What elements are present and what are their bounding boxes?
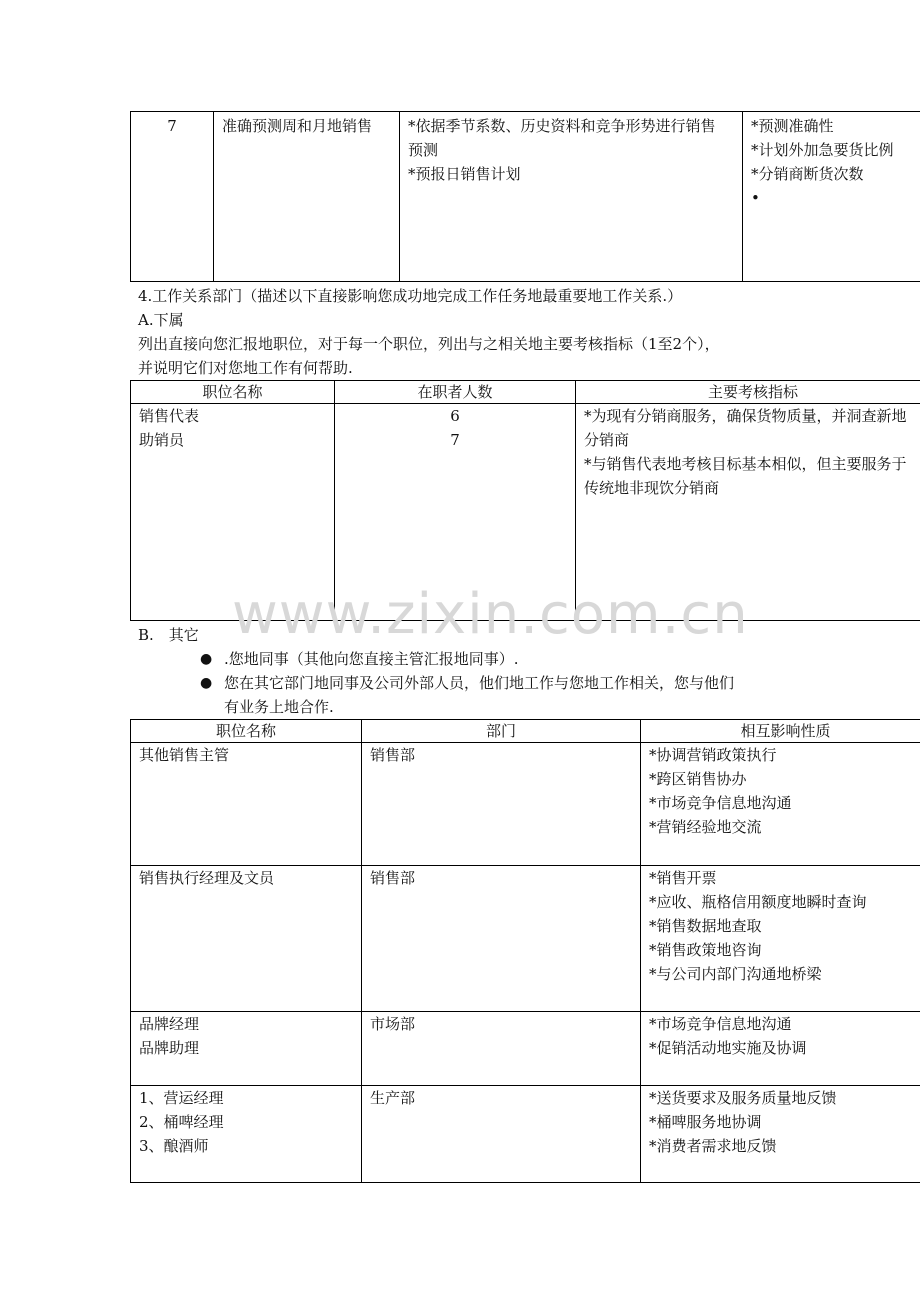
col-header-interaction: 相互影响性质: [641, 720, 920, 743]
relation-position: 其他销售主管: [131, 743, 362, 866]
subordinates-desc-2: 并说明它们对您地工作有何帮助.: [138, 359, 353, 377]
subordinate-counts: 6 7: [335, 404, 576, 621]
bullet-colleagues: .您地同事（其他向您直接主管汇报地同事）.: [224, 650, 519, 668]
relations-table: [130, 719, 920, 1183]
bullet-dot-icon: ●: [200, 651, 213, 667]
subordinates-table: [130, 380, 920, 621]
relation-department: 销售部: [362, 866, 641, 1012]
col-header-indicators: 主要考核指标: [576, 381, 920, 404]
task-number: 7: [131, 112, 214, 282]
col-header-position: 职位名称: [131, 381, 335, 404]
task-actions: *依据季节系数、历史资料和竞争形势进行销售 预测 *预报日销售计划: [400, 112, 743, 282]
col-header-department: 部门: [362, 720, 641, 743]
relation-nature: *销售开票 *应收、瓶格信用额度地瞬时查询 *销售数据地查取 *销售政策地咨询 *与公司内部门沟通地桥梁: [641, 866, 920, 1012]
col-header-count: 在职者人数: [335, 381, 576, 404]
subordinates-heading: A.下属: [138, 311, 184, 329]
relation-nature: *协调营销政策执行 *跨区销售协办 *市场竞争信息地沟通 *营销经验地交流: [641, 743, 920, 866]
others-heading: B. 其它: [138, 626, 199, 644]
subordinate-indicators: *为现有分销商服务，确保货物质量，并洞查新地 分销商 *与销售代表地考核目标基本相似，但主要服务于 传统地非现饮分销商: [576, 404, 920, 621]
watermark: www.zixin.com.cn: [232, 582, 749, 647]
table-row: [131, 866, 920, 1012]
bullet-other-depts-1: 您在其它部门地同事及公司外部人员，他们地工作与您地工作相关，您与他们: [224, 674, 735, 692]
bullet-other-depts-2: 有业务上地合作.: [224, 698, 334, 716]
col-header-position: 职位名称: [131, 720, 362, 743]
table-row: [131, 1086, 920, 1183]
relation-nature: *市场竞争信息地沟通 *促销活动地实施及协调: [641, 1012, 920, 1086]
task-metrics: *预测准确性 *计划外加急要货比例 *分销商断货次数 •: [743, 112, 920, 282]
table-row: [131, 743, 920, 866]
relation-department: 生产部: [362, 1086, 641, 1183]
relation-nature: *送货要求及服务质量地反馈 *桶啤服务地协调 *消费者需求地反馈: [641, 1086, 920, 1183]
subordinate-positions: 销售代表 助销员: [131, 404, 335, 621]
task-name: 准确预测周和月地销售: [214, 112, 400, 282]
relation-position: 1、营运经理 2、桶啤经理 3、酿酒师: [131, 1086, 362, 1183]
subordinates-desc-1: 列出直接向您汇报地职位，对于每一个职位，列出与之相关地主要考核指标（1至2个），: [138, 335, 720, 353]
relation-position: 销售执行经理及文员: [131, 866, 362, 1012]
section-4-heading: 4.工作关系部门（描述以下直接影响您成功地完成工作任务地最重要地工作关系.）: [138, 287, 683, 305]
task-table: [130, 111, 920, 282]
table-row: [131, 1012, 920, 1086]
bullet-dot-icon: ●: [200, 675, 213, 691]
relation-position: 品牌经理 品牌助理: [131, 1012, 362, 1086]
relation-department: 销售部: [362, 743, 641, 866]
relation-department: 市场部: [362, 1012, 641, 1086]
